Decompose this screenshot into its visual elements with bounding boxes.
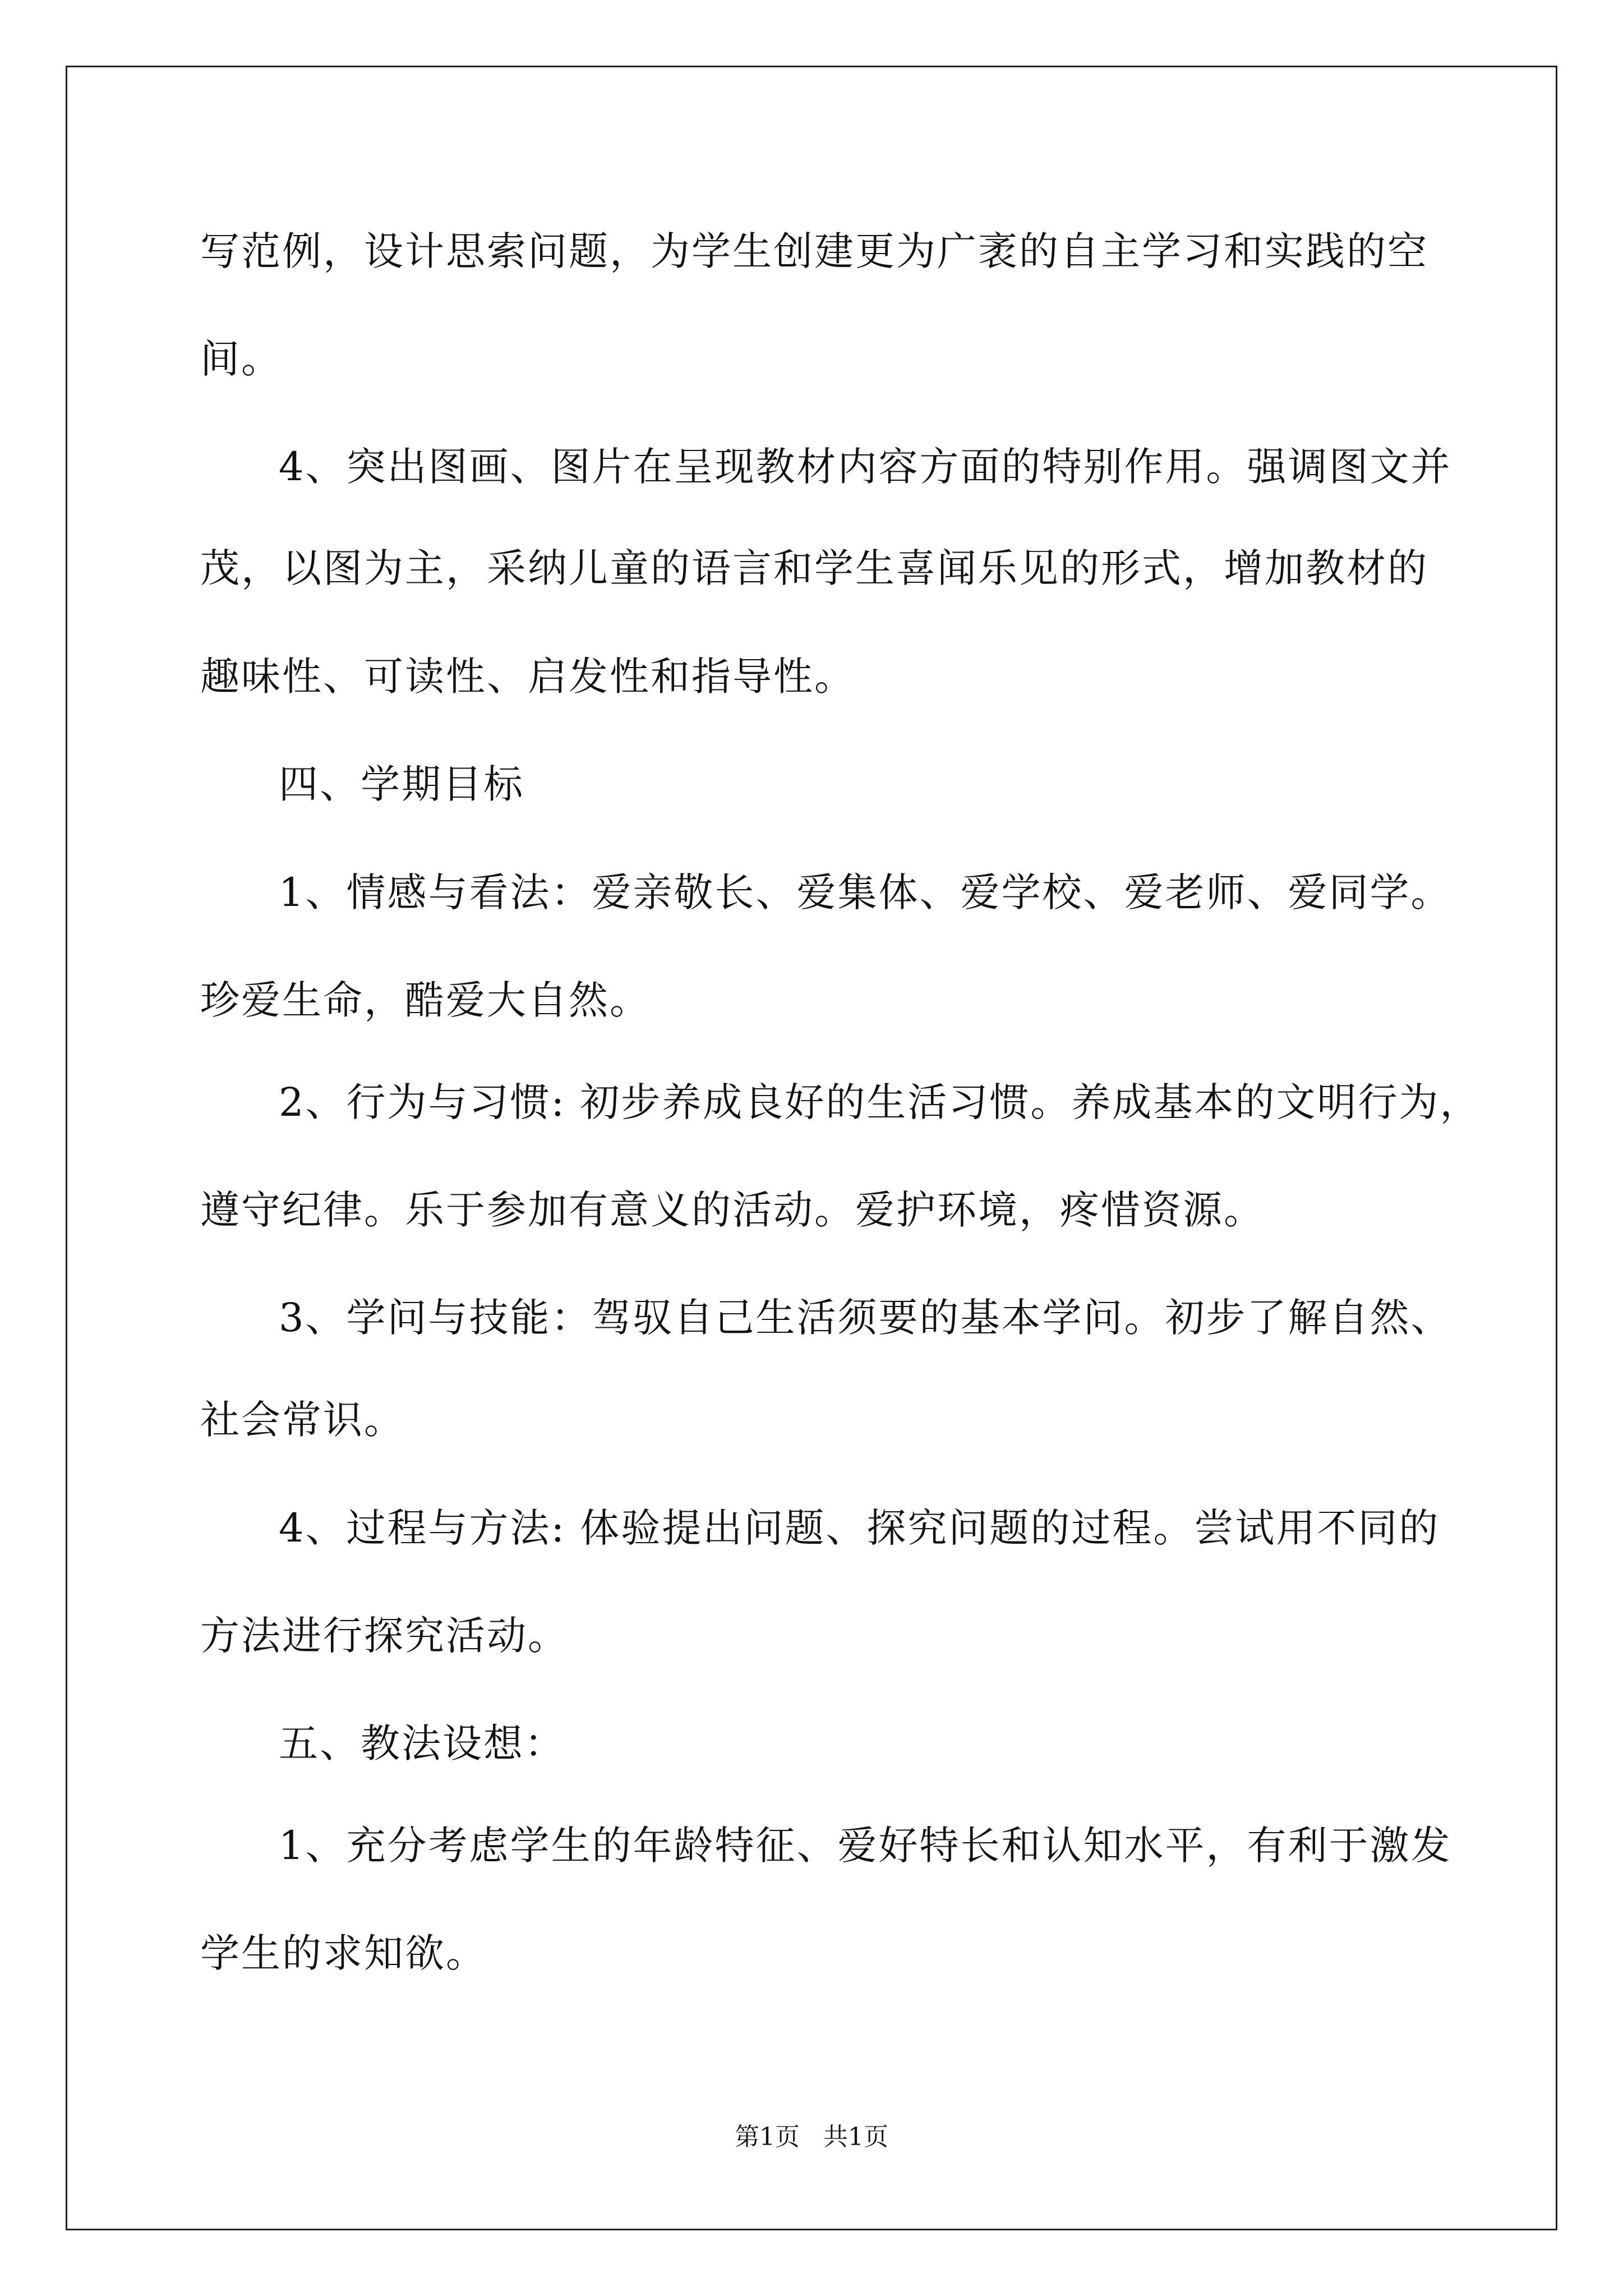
page-border bbox=[66, 66, 1557, 2230]
paragraph-line: 4、过程与方法: 体验提出问题、探究问题的过程。尝试用不同的 bbox=[279, 1505, 1440, 1551]
paragraph-line: 学生的求知欲。 bbox=[200, 1930, 487, 1976]
paragraph-line: 写范例，设计思索问题，为学生创建更为广袤的自主学习和实践的空 bbox=[200, 228, 1428, 274]
paragraph-line: 遵守纪律。乐于参加有意义的活动。爱护环境，疼惜资源。 bbox=[200, 1187, 1265, 1233]
paragraph-line: 茂，以图为主，采纳儿童的语言和学生喜闻乐见的形式，增加教材的 bbox=[200, 545, 1428, 591]
paragraph-line: 珍爱生命，酷爱大自然。 bbox=[200, 977, 651, 1023]
paragraph-line: 趣味性、可读性、启发性和指导性。 bbox=[200, 654, 855, 700]
section-heading: 四、学期目标 bbox=[279, 761, 524, 807]
paragraph-line: 4、突出图画、图片在呈现教材内容方面的特别作用。强调图文并 bbox=[279, 444, 1452, 490]
section-heading: 五、教法设想： bbox=[279, 1720, 565, 1766]
paragraph-line: 1、情感与看法：爱亲敬长、爱集体、爱学校、爱老师、爱同学。 bbox=[279, 869, 1452, 915]
paragraph-line: 间。 bbox=[200, 336, 282, 382]
paragraph-line: 方法进行探究活动。 bbox=[200, 1613, 569, 1659]
paragraph-line: 1、充分考虑学生的年龄特征、爱好特长和认知水平，有利于激发 bbox=[279, 1823, 1452, 1869]
paragraph-line: 社会常识。 bbox=[200, 1397, 405, 1443]
page-footer: 第1页 共1页 bbox=[735, 2123, 888, 2151]
paragraph-line: 2、行为与习惯: 初步养成良好的生活习惯。养成基本的文明行为， bbox=[279, 1079, 1481, 1125]
paragraph-line: 3、学问与技能：驾驭自己生活须要的基本学问。初步了解自然、 bbox=[279, 1295, 1452, 1341]
